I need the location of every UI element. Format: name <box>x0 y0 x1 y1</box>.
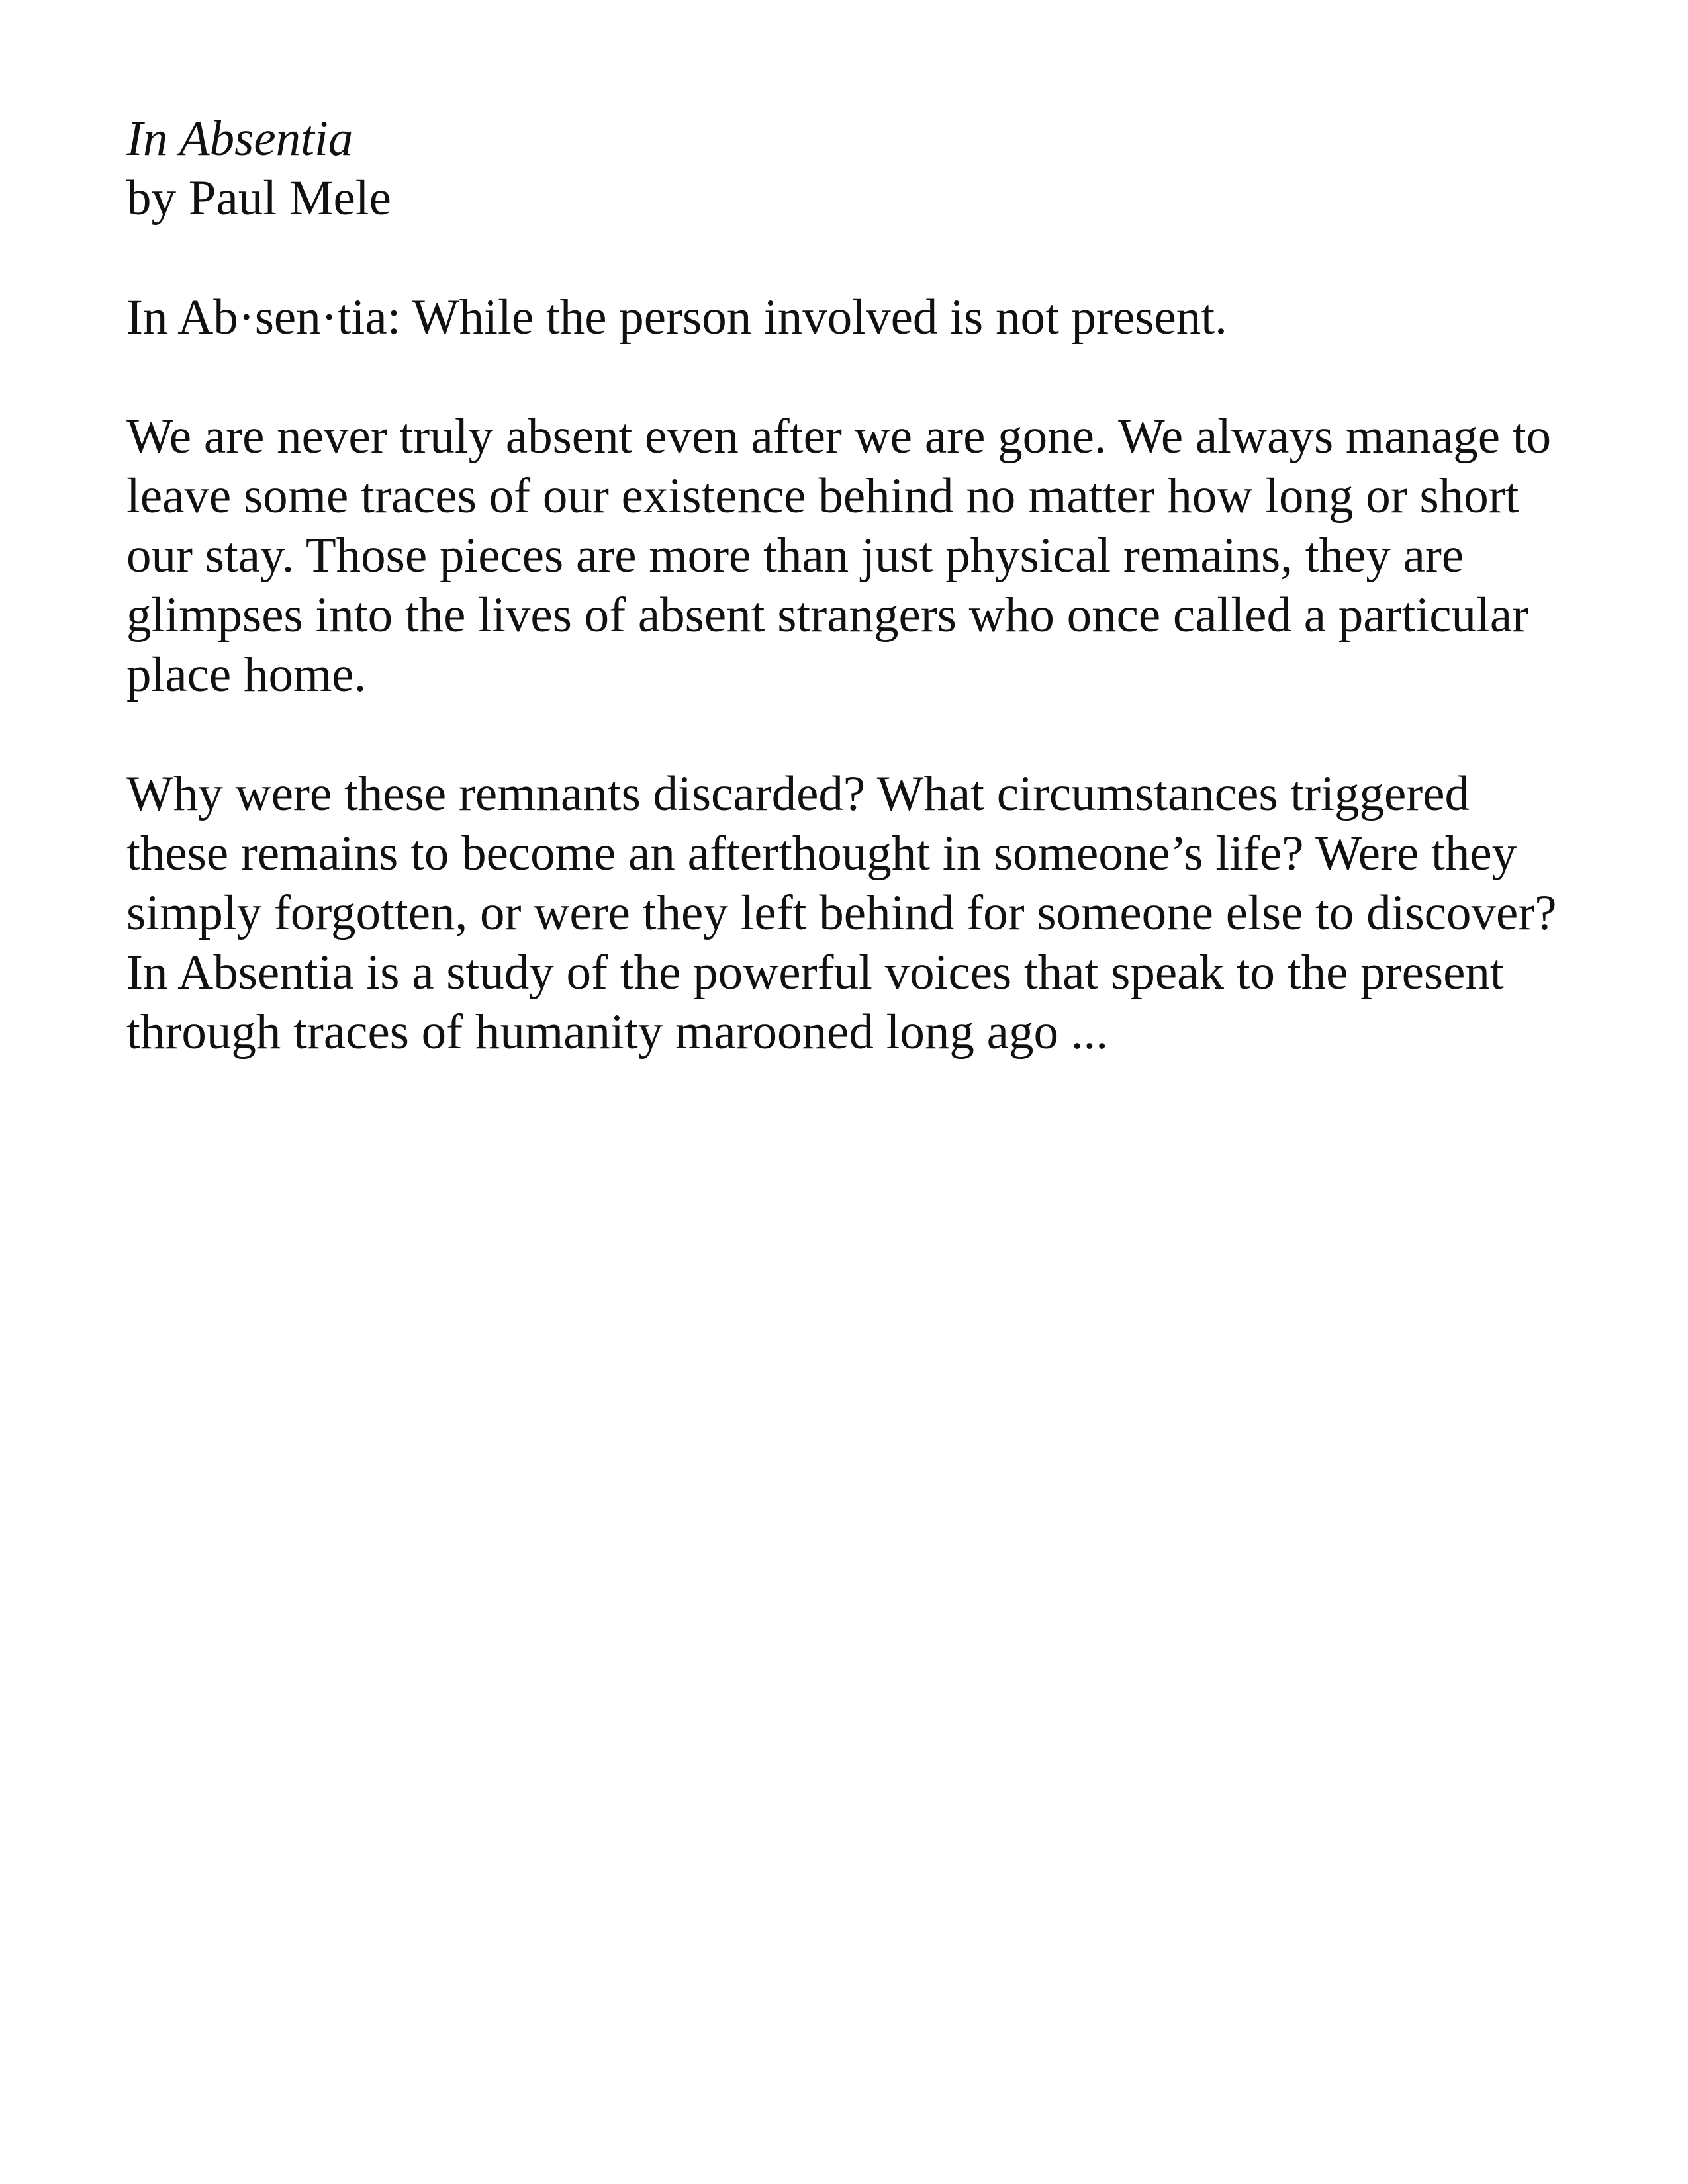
paragraph-line: Why were these remnants discarded? What circumstances triggered <box>126 766 1470 821</box>
paragraph-line: simply forgotten, or were they left behind for someone else to discover? <box>126 886 1557 940</box>
paragraph-line: these remains to become an afterthought in someone’s life? Were they <box>126 826 1517 881</box>
paragraph-line: In Absentia is a study of the powerful voices that speak to the present <box>126 945 1504 1000</box>
paragraph-line: through traces of humanity marooned long ago ... <box>126 1005 1108 1060</box>
paragraph-line: We are never truly absent even after we are gone. We always manage to <box>126 409 1552 464</box>
paragraph-line: our stay. Those pieces are more than just physical remains, they are <box>126 528 1464 583</box>
paragraph-line: place home. <box>126 647 367 702</box>
paragraph-1 <box>126 407 1583 705</box>
paragraph-line: glimpses into the lives of absent strangers who once called a particular <box>126 588 1529 643</box>
paragraph-line: leave some traces of our existence behind no matter how long or short <box>126 469 1519 523</box>
paragraph-2 <box>126 764 1583 1062</box>
document-author: by Paul Mele <box>126 171 391 226</box>
document-body <box>126 109 1583 1062</box>
definition-line: In Ab·sen·tia: While the person involved is not present. <box>126 290 1227 345</box>
document-title: In Absentia <box>126 111 353 166</box>
